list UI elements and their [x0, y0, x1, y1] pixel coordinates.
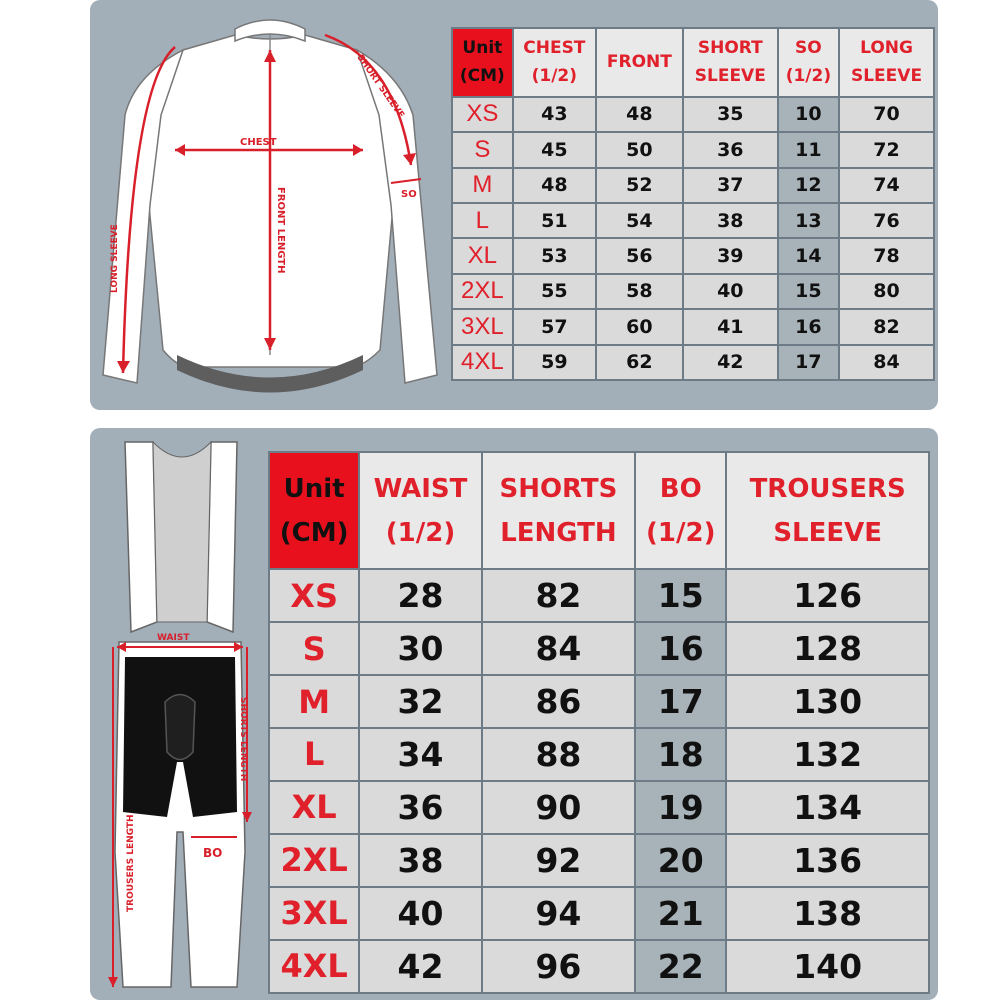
table-cell: 92: [483, 835, 634, 886]
table-cell: 43: [514, 98, 595, 131]
size-label: XS: [270, 570, 358, 621]
table-row: [270, 676, 928, 727]
table-cell: 28: [360, 570, 480, 621]
short-sleeve-label: SHORT SLEEVE: [354, 52, 406, 121]
bib-size-table: [268, 451, 930, 994]
table-cell: 36: [360, 782, 480, 833]
table-cell: 15: [636, 570, 725, 621]
table-row: [270, 570, 928, 621]
jersey-illustration: [95, 5, 445, 400]
header-line: SO: [795, 38, 822, 59]
table-cell: 88: [483, 729, 634, 780]
header-line: SHORTS: [499, 473, 618, 504]
unit-header: [270, 453, 358, 568]
table-cell: 96: [483, 941, 634, 992]
size-label: M: [270, 676, 358, 727]
table-cell: 41: [684, 310, 777, 343]
table-cell: 72: [840, 133, 933, 166]
size-label: 3XL: [453, 310, 512, 343]
table-cell: 58: [597, 275, 682, 308]
table-cell: 62: [597, 346, 682, 379]
size-label: 2XL: [453, 275, 512, 308]
header-line: (1/2): [531, 66, 578, 87]
table-cell: 45: [514, 133, 595, 166]
table-cell: 90: [483, 782, 634, 833]
table-cell: 86: [483, 676, 634, 727]
table-cell: 35: [684, 98, 777, 131]
table-cell: 42: [360, 941, 480, 992]
header-line: SLEEVE: [694, 66, 766, 87]
table-cell: 134: [727, 782, 928, 833]
table-cell: 10: [779, 98, 838, 131]
header-line: (CM): [459, 66, 505, 87]
table-cell: 48: [514, 169, 595, 202]
header-line: SLEEVE: [773, 517, 883, 548]
table-row: [453, 275, 933, 308]
header-line: TROUSERS: [749, 473, 906, 504]
table-cell: 132: [727, 729, 928, 780]
table-cell: 128: [727, 623, 928, 674]
table-cell: 16: [636, 623, 725, 674]
column-header: [779, 29, 838, 96]
table-cell: 20: [636, 835, 725, 886]
size-label: XL: [453, 239, 512, 272]
table-cell: 39: [684, 239, 777, 272]
chest-label: CHEST: [240, 137, 277, 148]
size-label: 2XL: [270, 835, 358, 886]
header-line: FRONT: [606, 52, 672, 73]
table-row: [270, 941, 928, 992]
header-line: LENGTH: [500, 517, 617, 548]
table-cell: 84: [483, 623, 634, 674]
table-row: [270, 835, 928, 886]
column-header: [483, 453, 634, 568]
table-cell: 42: [684, 346, 777, 379]
table-row: [270, 623, 928, 674]
table-cell: 40: [360, 888, 480, 939]
header-row: [270, 453, 928, 568]
header-line: Unit: [283, 473, 345, 504]
jersey-diagram: [95, 5, 445, 400]
table-cell: 55: [514, 275, 595, 308]
table-row: [453, 133, 933, 166]
bib-strap-left: [125, 442, 157, 632]
table-cell: 32: [360, 676, 480, 727]
size-label: S: [270, 623, 358, 674]
table-cell: 15: [779, 275, 838, 308]
table-cell: 140: [727, 941, 928, 992]
table-cell: 80: [840, 275, 933, 308]
table-row: [453, 310, 933, 343]
table-cell: 12: [779, 169, 838, 202]
header-line: BO: [659, 473, 702, 504]
table-cell: 36: [684, 133, 777, 166]
table-cell: 84: [840, 346, 933, 379]
table-cell: 50: [597, 133, 682, 166]
size-label: 4XL: [270, 941, 358, 992]
waist-label: WAIST: [157, 633, 190, 643]
table-cell: 19: [636, 782, 725, 833]
table-row: [453, 204, 933, 237]
table-cell: 17: [636, 676, 725, 727]
column-header: [684, 29, 777, 96]
table-cell: 59: [514, 346, 595, 379]
size-label: L: [270, 729, 358, 780]
long-sleeve-label: LONG SLEEVE: [110, 224, 120, 293]
table-cell: 48: [597, 98, 682, 131]
bib-diagram: [95, 432, 265, 997]
table-cell: 60: [597, 310, 682, 343]
table-cell: 70: [840, 98, 933, 131]
header-line: Unit: [462, 38, 503, 59]
table-row: [453, 169, 933, 202]
size-label: XL: [270, 782, 358, 833]
column-header: [727, 453, 928, 568]
size-label: 4XL: [453, 346, 512, 379]
header-row: [453, 29, 933, 96]
table-cell: 82: [840, 310, 933, 343]
trousers-length-arrowhead: [108, 977, 118, 987]
table-cell: 13: [779, 204, 838, 237]
table-cell: 78: [840, 239, 933, 272]
table-row: [270, 888, 928, 939]
column-header: [840, 29, 933, 96]
table-cell: 138: [727, 888, 928, 939]
table-cell: 57: [514, 310, 595, 343]
shorts-length-label: SHORTS LENGTH: [238, 697, 248, 782]
size-label: XS: [453, 98, 512, 131]
table-cell: 34: [360, 729, 480, 780]
table-row: [453, 346, 933, 379]
table-cell: 40: [684, 275, 777, 308]
column-header: [360, 453, 480, 568]
header-line: WAIST: [373, 473, 468, 504]
table-cell: 16: [779, 310, 838, 343]
header-line: (1/2): [785, 66, 832, 87]
column-header: [636, 453, 725, 568]
table-cell: 37: [684, 169, 777, 202]
table-row: [270, 782, 928, 833]
bib-strap-right: [207, 442, 237, 632]
size-label: 3XL: [270, 888, 358, 939]
table-cell: 82: [483, 570, 634, 621]
table-cell: 74: [840, 169, 933, 202]
bib-illustration: [95, 432, 265, 997]
jersey-size-table: [451, 27, 935, 381]
table-cell: 51: [514, 204, 595, 237]
table-cell: 53: [514, 239, 595, 272]
size-label: S: [453, 133, 512, 166]
table-cell: 126: [727, 570, 928, 621]
table-row: [270, 729, 928, 780]
header-line: SLEEVE: [850, 66, 923, 87]
column-header: [597, 29, 682, 96]
bib-chamois: [165, 695, 195, 760]
header-line: LONG: [860, 38, 913, 59]
column-header: [514, 29, 595, 96]
table-cell: 130: [727, 676, 928, 727]
header-line: SHORT: [697, 38, 763, 59]
table-cell: 22: [636, 941, 725, 992]
size-label: M: [453, 169, 512, 202]
header-line: (1/2): [646, 517, 716, 548]
table-cell: 52: [597, 169, 682, 202]
table-cell: 76: [840, 204, 933, 237]
table-cell: 17: [779, 346, 838, 379]
size-label: L: [453, 204, 512, 237]
table-cell: 11: [779, 133, 838, 166]
table-cell: 14: [779, 239, 838, 272]
so-label: SO: [401, 189, 417, 200]
header-line: (1/2): [385, 517, 456, 548]
header-line: (CM): [279, 517, 349, 548]
unit-header: [453, 29, 512, 96]
table-row: [453, 98, 933, 131]
front-length-label: FRONT LENGTH: [275, 187, 286, 274]
table-cell: 56: [597, 239, 682, 272]
table-cell: 30: [360, 623, 480, 674]
table-cell: 136: [727, 835, 928, 886]
bib-back-panel: [153, 442, 211, 622]
table-cell: 54: [597, 204, 682, 237]
table-cell: 38: [360, 835, 480, 886]
table-cell: 38: [684, 204, 777, 237]
header-line: CHEST: [523, 38, 586, 59]
table-cell: 94: [483, 888, 634, 939]
table-cell: 18: [636, 729, 725, 780]
bo-label: BO: [203, 846, 223, 860]
table-cell: 21: [636, 888, 725, 939]
trousers-length-label: TROUSERS LENGTH: [126, 814, 136, 912]
table-row: [453, 239, 933, 272]
